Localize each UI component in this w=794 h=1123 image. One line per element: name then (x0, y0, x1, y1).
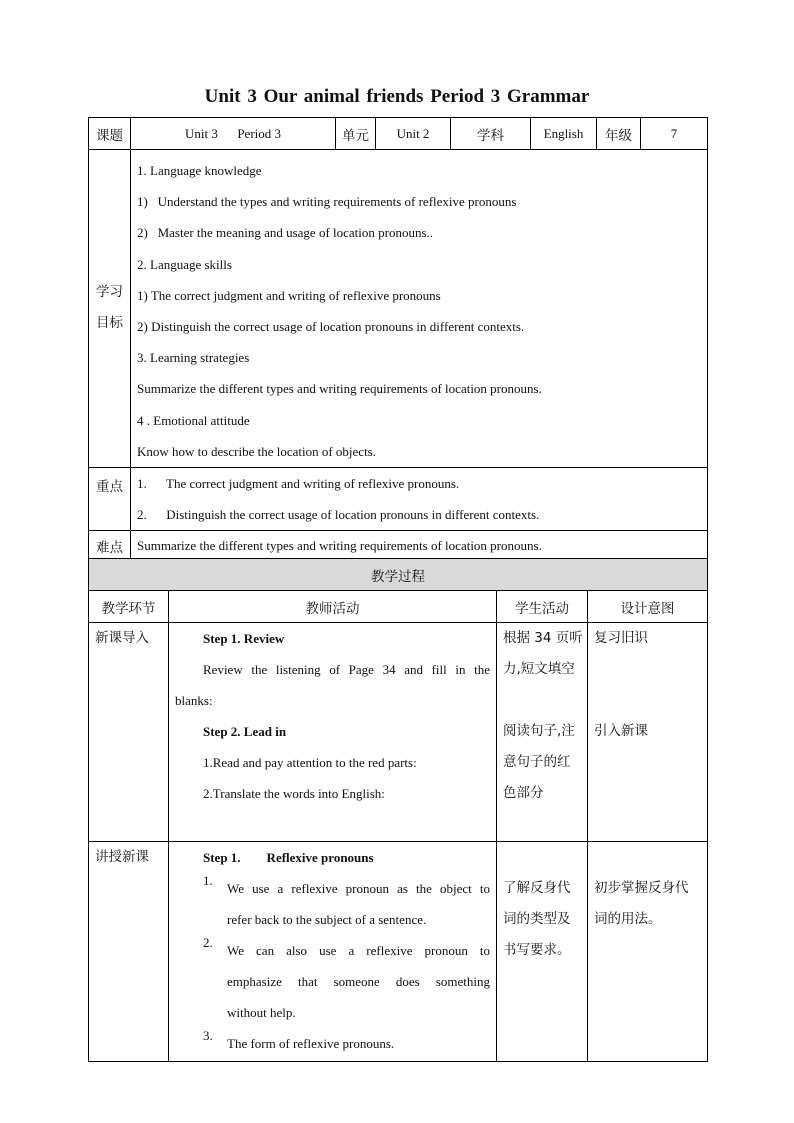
difficulties-text: Summarize the different types and writing requirements of location pronouns. (131, 531, 708, 562)
objective-line: Summarize the different types and writing requirements of location pronouns. (137, 381, 542, 397)
student-activity-intro (497, 623, 588, 842)
objectives-content (131, 150, 708, 468)
step-review-title: Step 1. Review (203, 631, 285, 646)
key-points-content (131, 467, 708, 530)
column-header-stage: 教学环节 (89, 591, 169, 623)
lesson-label: 课题 (89, 118, 131, 150)
objective-line: 1. Language knowledge (137, 163, 262, 178)
student-activity-line: 根据 34 页听 (503, 630, 583, 646)
objective-line: 2) Master the meaning and usage of location pronouns.. (137, 225, 434, 241)
objective-line: 2) Distinguish the correct usage of location pronouns in different contexts. (137, 318, 525, 334)
student-activity-new-lesson (497, 842, 588, 1062)
design-intent-line: 引入新课 (594, 723, 648, 739)
lesson-info-table (88, 117, 708, 562)
item-line: emphasize that someone does something (227, 974, 490, 989)
objective-line: 1) The correct judgment and writing of reflexive pronouns (137, 287, 441, 303)
stage-intro (89, 623, 169, 842)
objective-line: 3. Learning strategies (137, 350, 250, 366)
objective-line: Know how to describe the location of objects. (137, 443, 376, 459)
item-number: 3. (203, 1028, 213, 1043)
step-leadin-line: 1.Read and pay attention to the red parts: (203, 755, 417, 770)
student-activity-line: 了解反身代 (503, 880, 571, 896)
student-activity-line: 阅读句子,注 (503, 723, 575, 739)
reflexive-item-1 (175, 873, 490, 935)
subject-label: 学科 (451, 118, 531, 150)
document-title: Unit 3 Our animal friends Period 3 Grammar (204, 86, 590, 107)
key-points-label: 重点 (89, 467, 131, 530)
teacher-activity-intro (169, 623, 497, 842)
design-intent-line: 初步掌握反身代 (594, 880, 689, 896)
item-number: 1. (203, 873, 213, 888)
stage-new-lesson (89, 842, 169, 1062)
subject-value: English (531, 118, 597, 150)
objective-line: 4 . Emotional attitude (137, 412, 250, 428)
column-header-teacher: 教师活动 (169, 591, 497, 623)
grade-value: 7 (641, 118, 708, 150)
student-activity-line: 意句子的红 (503, 754, 571, 770)
design-intent-new-lesson (588, 842, 708, 1062)
key-point-item: 1. The correct judgment and writing of reflexive pronouns. (137, 475, 460, 491)
lesson-value: Unit 3 Period 3 (131, 118, 336, 150)
student-activity-line: 书写要求。 (503, 942, 571, 958)
item-line: The form of reflexive pronouns. (227, 1036, 395, 1051)
reflexive-item-2 (175, 935, 490, 1028)
difficulties-label: 难点 (89, 531, 131, 562)
teaching-process-table (88, 558, 708, 1062)
unit-label: 单元 (336, 118, 376, 150)
teacher-activity-new-lesson (169, 842, 497, 1062)
column-header-student: 学生活动 (497, 591, 588, 623)
grade-label: 年级 (597, 118, 641, 150)
stage-new-lesson-label: 讲授新课 (95, 849, 149, 865)
student-activity-line: 力,短文填空 (503, 661, 575, 677)
objective-line: 2. Language skills (137, 256, 232, 272)
unit-value: Unit 2 (376, 118, 451, 150)
step-leadin-line: 2.Translate the words into English: (203, 786, 385, 801)
item-line: refer back to the subject of a sentence. (227, 912, 427, 927)
process-section-title: 教学过程 (89, 559, 708, 591)
item-line: We use a reflexive pronoun as the object to (227, 881, 490, 896)
design-intent-line: 词的用法。 (594, 911, 662, 927)
item-line: We can also use a reflexive pronoun to (227, 943, 490, 958)
student-activity-line: 词的类型及 (503, 911, 571, 927)
student-activity-line: 色部分 (503, 785, 544, 801)
step-reflexive-title: Step 1. Reflexive pronouns (203, 850, 374, 865)
stage-intro-label: 新课导入 (95, 630, 149, 646)
step-review-text-cont: blanks: (175, 693, 213, 708)
column-header-intent: 设计意图 (588, 591, 708, 623)
step-leadin-title: Step 2. Lead in (203, 724, 287, 739)
objectives-label (89, 150, 131, 468)
step-review-text: Review the listening of Page 34 and fill in the (203, 662, 490, 677)
objectives-label-line2: 目标 (96, 315, 123, 332)
key-point-item: 2. Distinguish the correct usage of location pronouns in different contexts. (137, 507, 540, 523)
objectives-label-line1: 学习 (96, 284, 123, 301)
reflexive-item-3 (175, 1028, 490, 1059)
item-line: without help. (227, 1005, 296, 1020)
design-intent-line: 复习旧识 (594, 630, 648, 646)
item-number: 2. (203, 935, 213, 950)
objective-line: 1) Understand the types and writing requirements of reflexive pronouns (137, 194, 517, 210)
design-intent-intro (588, 623, 708, 842)
